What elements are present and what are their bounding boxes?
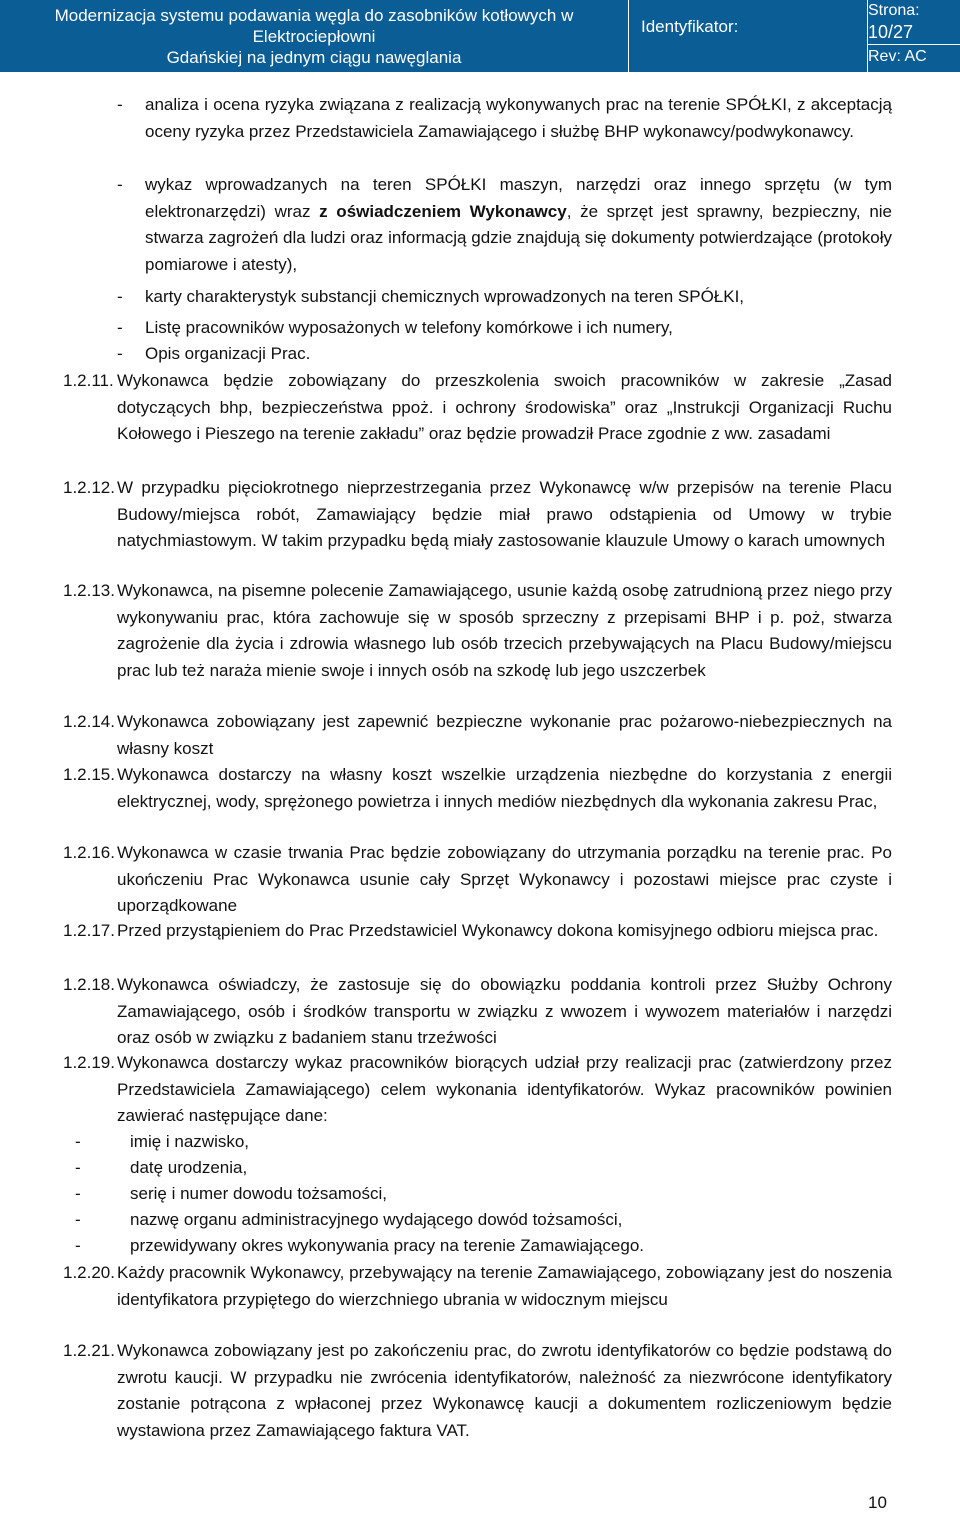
list-dash: - (75, 1184, 81, 1203)
revision-label: Rev: AC (868, 48, 927, 65)
clause-number: 1.2.11. (63, 371, 114, 390)
clause-number: 1.2.13. (63, 581, 115, 600)
clause-text: Każdy pracownik Wykonawcy, przebywający na terenie Zamawiającego, zobowiązany jest do noszenia identyfikatora przypiętego do wierzchniego ubrania w widocznym miejscu (117, 1263, 892, 1309)
list-dash: - (75, 1236, 81, 1255)
clause-text: Wykonawca dostarczy wykaz pracowników biorących udział przy realizacji prac (zatwierdzony przez Przedstawiciela Zamawiającego) celem wykonania identyfikatorów. Wykaz pracowników powinien zawierać następujące dane: (117, 1053, 892, 1125)
list-dash: - (75, 1210, 81, 1229)
clause-number: 1.2.16. (63, 843, 115, 862)
identifier-label: Identyfikator: (641, 17, 739, 36)
project-title-line2: Gdańskiej na jednym ciągu nawęglania (166, 47, 462, 67)
page-value: 10/27 (868, 22, 914, 42)
list-item: Listę pracowników wyposażonych w telefony komórkowe i ich numery, (145, 318, 673, 337)
list-item (145, 172, 892, 278)
list-dash: - (117, 344, 123, 363)
clause-number: 1.2.17. (63, 921, 115, 940)
clause-number: 1.2.18. (63, 975, 115, 994)
clause-text: Wykonawca zobowiązany jest zapewnić bezpieczne wykonanie prac pożarowo-niebezpiecznych na własny koszt (117, 712, 892, 758)
clause-number: 1.2.21. (63, 1341, 115, 1360)
list-dash: - (117, 175, 123, 194)
list-dash: - (117, 95, 123, 114)
list-dash: - (75, 1158, 81, 1177)
project-title-line1: Modernizacja systemu podawania węgla do zasobników kotłowych w Elektrociepłowni (54, 5, 574, 46)
list-dash: - (75, 1132, 81, 1151)
clause-text: Wykonawca zobowiązany jest po zakończeniu prac, do zwrotu identyfikatorów co będzie podstawą do zwrotu kaucji. W przypadku nie zwrócenia identyfikatorów, należność za niezwrócone identyfikatory zostanie potrącona z wpłaconej przez Wykonawcę kaucji a dokumentem rozliczeniowym będzie wystawiona przez Zamawiającego faktura VAT. (117, 1341, 892, 1440)
list-item: przewidywany okres wykonywania pracy na terenie Zamawiającego. (130, 1236, 645, 1255)
page-label: Strona: (868, 2, 920, 19)
clause-text: Wykonawca w czasie trwania Prac będzie zobowiązany do utrzymania porządku na terenie prac. Po ukończeniu Prac Wykonawca usunie cały Sprzęt Wykonawcy i pozostawi miejsce prac czyste i uporządkowane (117, 843, 892, 915)
footer-page-number: 10 (868, 1493, 887, 1512)
list-dash: - (117, 318, 123, 337)
list-item: nazwę organu administracyjnego wydającego dowód tożsamości, (130, 1210, 623, 1229)
clause-number: 1.2.15. (63, 765, 115, 784)
clause-text: Przed przystąpieniem do Prac Przedstawiciel Wykonawcy dokona komisyjnego odbioru miejsca prac. (117, 921, 879, 940)
clause-text: Wykonawca oświadczy, że zastosuje się do obowiązku poddania kontroli przez Służby Ochrony Zamawiającego, osób i środków transportu w związku z wwozem i wywozem materiałów i narzędzi oraz osób w związku z badaniem stanu trzeźwości (117, 975, 892, 1047)
list-item: karty charakterystyk substancji chemicznych wprowadzonych na teren SPÓŁKI, (145, 287, 745, 306)
clause-number: 1.2.20. (63, 1263, 115, 1282)
list-item: analiza i ocena ryzyka związana z realizacją wykonywanych prac na terenie SPÓŁKI, z akceptacją oceny ryzyka przez Przedstawiciela Zamawiającego i służbę BHP wykonawcy/podwykonawcy. (145, 95, 892, 141)
list-item: imię i nazwisko, (130, 1132, 250, 1151)
clause-text: W przypadku pięciokrotnego nieprzestrzegania przez Wykonawcę w/w przepisów na terenie Placu Budowy/miejsca robót, Zamawiający będzie miał prawo odstąpienia od Umowy w trybie natychmiastowym. W takim przypadku będą miały zastosowanie klauzule Umowy o karach umownych (117, 478, 892, 550)
clause-number: 1.2.19. (63, 1053, 115, 1072)
list-item: Opis organizacji Prac. (145, 344, 311, 363)
clause-text: Wykonawca, na pisemne polecenie Zamawiającego, usunie każdą osobę zatrudnioną przez niego przy wykonywaniu prac, która zachowuje się w sposób sprzeczny z przepisami BHP i p. poż, stwarza zagrożenie dla życia i zdrowia własnego lub osób trzecich przebywających na Placu Budowy/miejscu prac lub też naraża mienie swoje i innych osób na szkodę lub jego uszczerbek (117, 581, 892, 680)
list-item: serię i numer dowodu tożsamości, (130, 1184, 388, 1203)
list-item-bold-text: z oświadczeniem Wykonawcy (319, 201, 567, 221)
clause-text: Wykonawca dostarczy na własny koszt wszelkie urządzenia niezbędne do korzystania z energii elektrycznej, wody, sprężonego powietrza i innych mediów niezbędnych dla wykonania zakresu Prac, (117, 765, 892, 811)
list-item-text: , że sprzęt jest sprawny, bezpieczny, nie stwarza zagrożeń dla ludzi oraz informacją gdzie znajdują się dokumenty potwierdzające (protokoły pomiarowe i atesty), (145, 201, 893, 274)
list-item-text: wykaz wprowadzanych na teren SPÓŁKI maszyn, narzędzi oraz innego sprzętu (w tym elektronarzędzi) wraz (145, 175, 892, 221)
clause-text: Wykonawca będzie zobowiązany do przeszkolenia swoich pracowników w zakresie „Zasad dotyczących bhp, bezpieczeństwa ppoż. i ochrony środowiska” oraz „Instrukcji Organizacji Ruchu Kołowego i Pieszego na terenie zakładu” oraz będzie prowadził Prace zgodnie z ww. zasadami (117, 371, 892, 443)
clause-number: 1.2.12. (63, 478, 115, 497)
list-item: datę urodzenia, (130, 1158, 248, 1177)
clause-number: 1.2.14. (63, 712, 115, 731)
list-dash: - (117, 287, 123, 306)
